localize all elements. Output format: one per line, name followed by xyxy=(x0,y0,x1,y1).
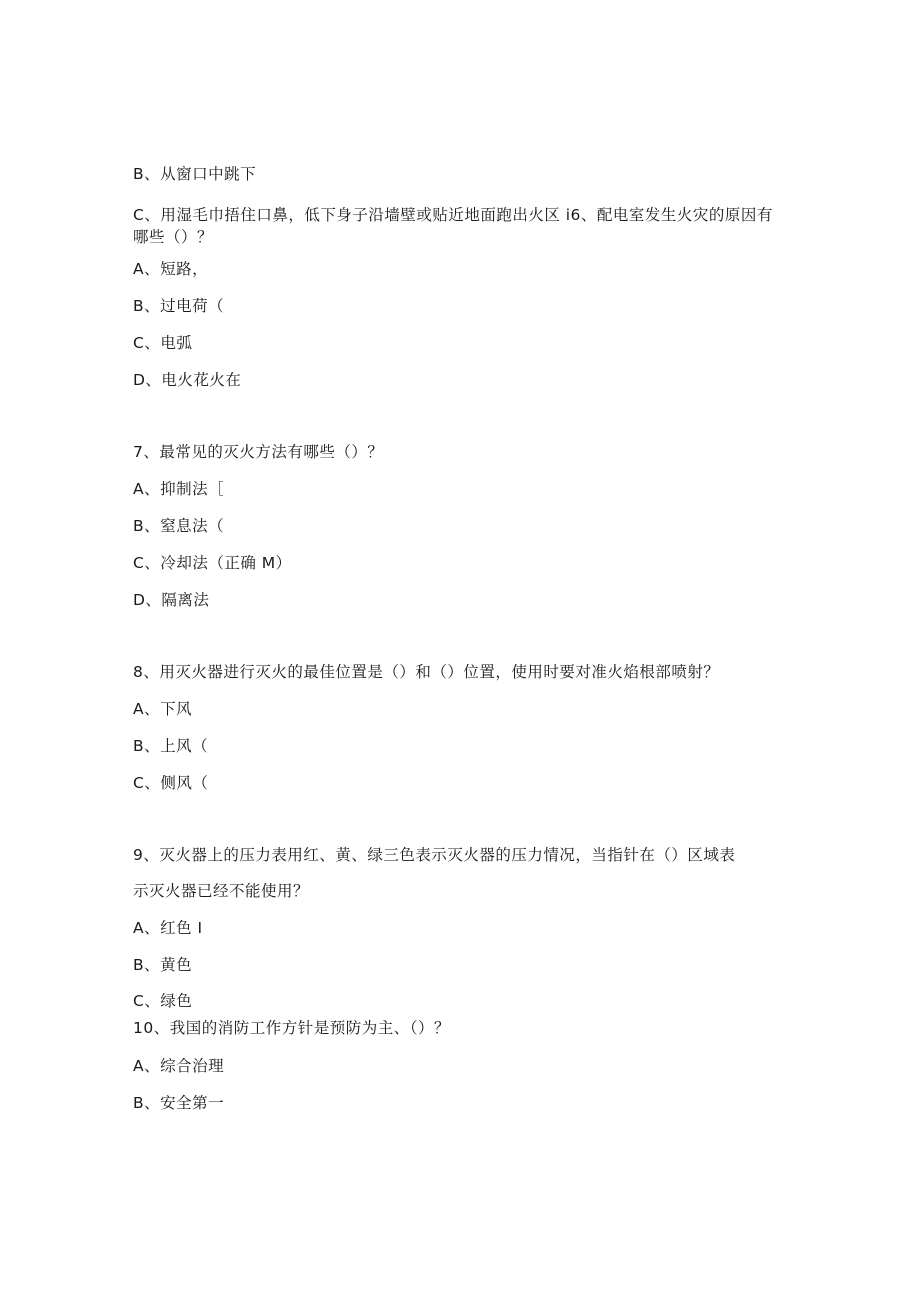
question-9-line-1: 9、灭火器上的压力表用红、黄、绿三色表示灭火器的压力情况，当指针在（）区域表 xyxy=(133,846,736,864)
option-6c: C、电弧 xyxy=(133,334,193,352)
option-9c: C、绿色 xyxy=(133,992,193,1010)
option-8a: A、下风 xyxy=(133,700,193,718)
option-7a: A、抑制法［ xyxy=(133,480,225,498)
option-7c: C、冷却法（正确 M） xyxy=(133,554,292,572)
option-9b: B、黄色 xyxy=(133,956,193,974)
option-5c-question-6: C、用湿毛巾捂住口鼻，低下身子沿墙壁或贴近地面跑出火区 i6、配电室发生火灾的原因有哪些（）？ xyxy=(133,206,773,246)
question-9-line-2: 示灭火器已经不能使用？ xyxy=(133,882,310,900)
question-10: 10、我国的消防工作方针是预防为主、（）？ xyxy=(133,1019,450,1037)
question-7: 7、最常见的灭火方法有哪些（）？ xyxy=(133,443,384,461)
option-6a: A、短路， xyxy=(133,260,209,278)
option-10b: B、安全第一 xyxy=(133,1094,225,1112)
question-8: 8、用灭火器进行灭火的最佳位置是（）和（）位置，使用时要对准火焰根部喷射？ xyxy=(133,663,720,681)
option-10a: A、综合治理 xyxy=(133,1057,225,1075)
option-9a: A、红色 I xyxy=(133,919,203,937)
option-7d: D、隔离法 xyxy=(133,591,210,609)
option-6d: D、电火花火在 xyxy=(133,371,242,389)
option-7b: B、窒息法（ xyxy=(133,517,225,535)
option-5b: B、从窗口中跳下 xyxy=(133,165,257,183)
option-8c: C、侧风（ xyxy=(133,774,209,792)
option-6b: B、过电荷（ xyxy=(133,297,225,315)
option-8b: B、上风（ xyxy=(133,737,209,755)
